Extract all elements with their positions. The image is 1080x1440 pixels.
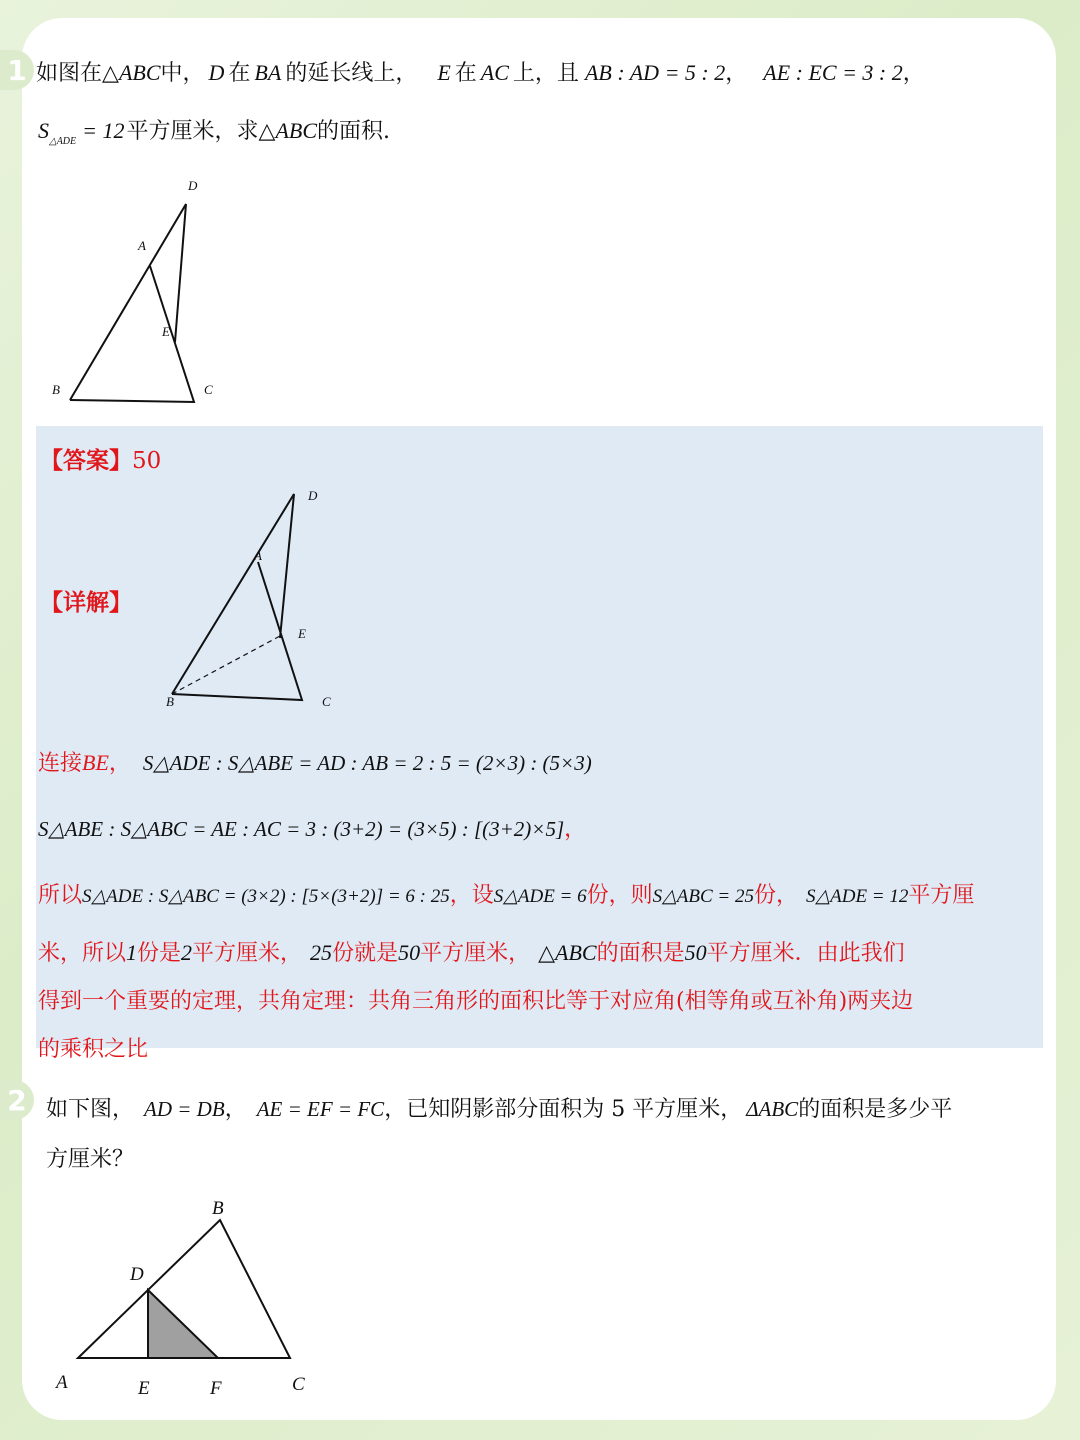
q2-ratio: AD = DB [144,1097,225,1121]
fig3-label-b: B [212,1198,224,1219]
detail-text: 所以 [38,883,83,908]
detail-formula: S△ADE = 6 [493,886,587,907]
shaded-triangle [148,1290,218,1358]
answer-line [40,442,161,475]
fig2-lines-bca [172,562,302,700]
fig1-label-b: B [52,382,60,397]
q1-text: 的延长线上， [285,61,418,86]
detail-formula: S△ABE : S△ABC = AE : AC = 3 : (3+2) = (3×5) : [(3+2)×5] [38,817,565,841]
question-number: 2 [7,1083,27,1117]
theorem-text-end: 的乘积之比 [38,1037,149,1062]
detail-tag [40,584,132,617]
q2-text: ， [224,1097,247,1122]
triangle-symbol: △ [102,61,119,86]
detail-text: 的面积是 [596,941,685,966]
detail-text: 平方厘 [908,883,975,908]
q1-text: 中， [160,61,205,86]
area-symbol: S [38,118,49,143]
detail-formula: S△ADE : S△ABE = AD : AB = 2 : 5 = (2×3) : (5×3) [142,751,592,775]
fig2-label-b: B [166,694,174,709]
q2-text: 的面积是多少平 [798,1097,953,1122]
fig2-label-c: C [322,694,331,709]
q1-line2 [38,114,390,147]
q1-ratio: AB : AD = 5 : 2 [584,60,726,85]
detail-number: 50 [398,940,421,965]
question-number: 1 [7,53,27,87]
fig3-label-d: D [130,1264,144,1285]
detail-text: 连接 [38,751,83,776]
area-subscript: △ADE [49,136,77,147]
q2-text: 如下图， [46,1097,135,1122]
detail-line6 [38,1032,148,1063]
detail-tag-text: 【详解】 [40,590,132,616]
detail-line1 [38,746,592,777]
question-number-badge [0,1080,34,1120]
q1-var: ABC [275,118,317,143]
detail-text: 米，所以 [38,941,127,966]
detail-formula: S△ADE = 12 [806,886,909,907]
q2-triangle-figure [72,1214,302,1364]
q1-value: = 12 [82,118,125,143]
detail-text: 份就是 [332,941,399,966]
q1-text: 上，且 [512,61,579,86]
q1-var: AC [480,60,509,85]
q1-text: 的面积. [317,119,390,144]
detail-number: 25 [310,940,333,965]
q2-var: ΔABC [746,1097,799,1121]
q1-text: 在 [454,61,477,86]
q2-ratio: AE = EF = FC [256,1097,385,1121]
q2-line1 [46,1092,952,1123]
fig1-label-c: C [204,382,213,397]
detail-number: 1 [126,940,138,965]
answer-tag: 【答案】 [40,448,132,474]
q2-line2 [46,1142,134,1173]
fig3-label-c: C [292,1374,305,1395]
q1-line1 [36,56,925,87]
fig1-label-d: D [188,178,198,193]
detail-number: 50 [684,940,707,965]
triangle-symbol: △ [538,941,555,966]
q1-var: E [437,60,451,85]
detail-formula: S△ABC = 25 [652,886,754,907]
detail-line3 [38,878,974,909]
fig2-lines-bd [172,494,294,694]
fig1-label-e: E [162,324,170,339]
detail-line2 [38,812,586,843]
detail-text: 平方厘米．由此我们 [706,941,905,966]
question-number-badge [0,50,34,90]
detail-line4 [38,936,905,967]
detail-line5 [38,984,913,1015]
q2-text: 方厘米？ [46,1147,135,1172]
answer-triangle-figure [154,476,354,706]
q1-text: 在 [228,61,251,86]
answer-value: 50 [132,448,162,474]
detail-text: ， [108,751,131,776]
detail-text: 份是 [137,941,182,966]
detail-text: ， [564,817,587,842]
detail-text: ，设 [449,883,494,908]
fig3-label-f: F [210,1378,222,1399]
worksheet-card [7,18,1056,1420]
fig1-lines-bd [70,204,186,400]
detail-formula: S△ADE : S△ABC = (3×2) : [5×(3+2)] = 6 : 25 [82,886,450,907]
fig2-label-d: D [308,488,318,503]
theorem-text: 得到一个重要的定理，共角定理：共角三角形的面积比等于对应角(相等角或互补角)两夹边 [38,989,914,1014]
q1-ratio: AE : EC = 3 : 2 [763,60,903,85]
fig2-dashed-be [172,636,280,694]
q2-text: ，已知阴影部分面积为 5 平方厘米， [384,1097,743,1122]
fig2-label-e: E [298,626,306,641]
fig1-label-a: A [138,238,146,253]
q1-text: ， [902,61,925,86]
fig3-label-e: E [138,1378,150,1399]
detail-text: 平方厘米， [192,941,303,966]
q1-triangle-figure [62,178,262,418]
detail-var: ABC [555,940,597,965]
q1-text: 平方厘米，求 [126,119,259,144]
fig3-label-a: A [56,1372,68,1393]
detail-number: 2 [181,940,193,965]
q1-text: ， [725,61,748,86]
detail-text: 平方厘米， [420,941,531,966]
q1-text: 如图在 [36,61,103,86]
detail-text: 份， [753,883,798,908]
detail-text: 份，则 [586,883,653,908]
q1-var: ABC [118,60,161,85]
q1-var: D [208,60,225,85]
triangle-symbol: △ [258,119,276,144]
q1-var: BA [254,60,282,85]
answer-panel [36,426,1043,1062]
fig2-label-a: A [254,548,262,563]
detail-var: BE [82,750,109,775]
